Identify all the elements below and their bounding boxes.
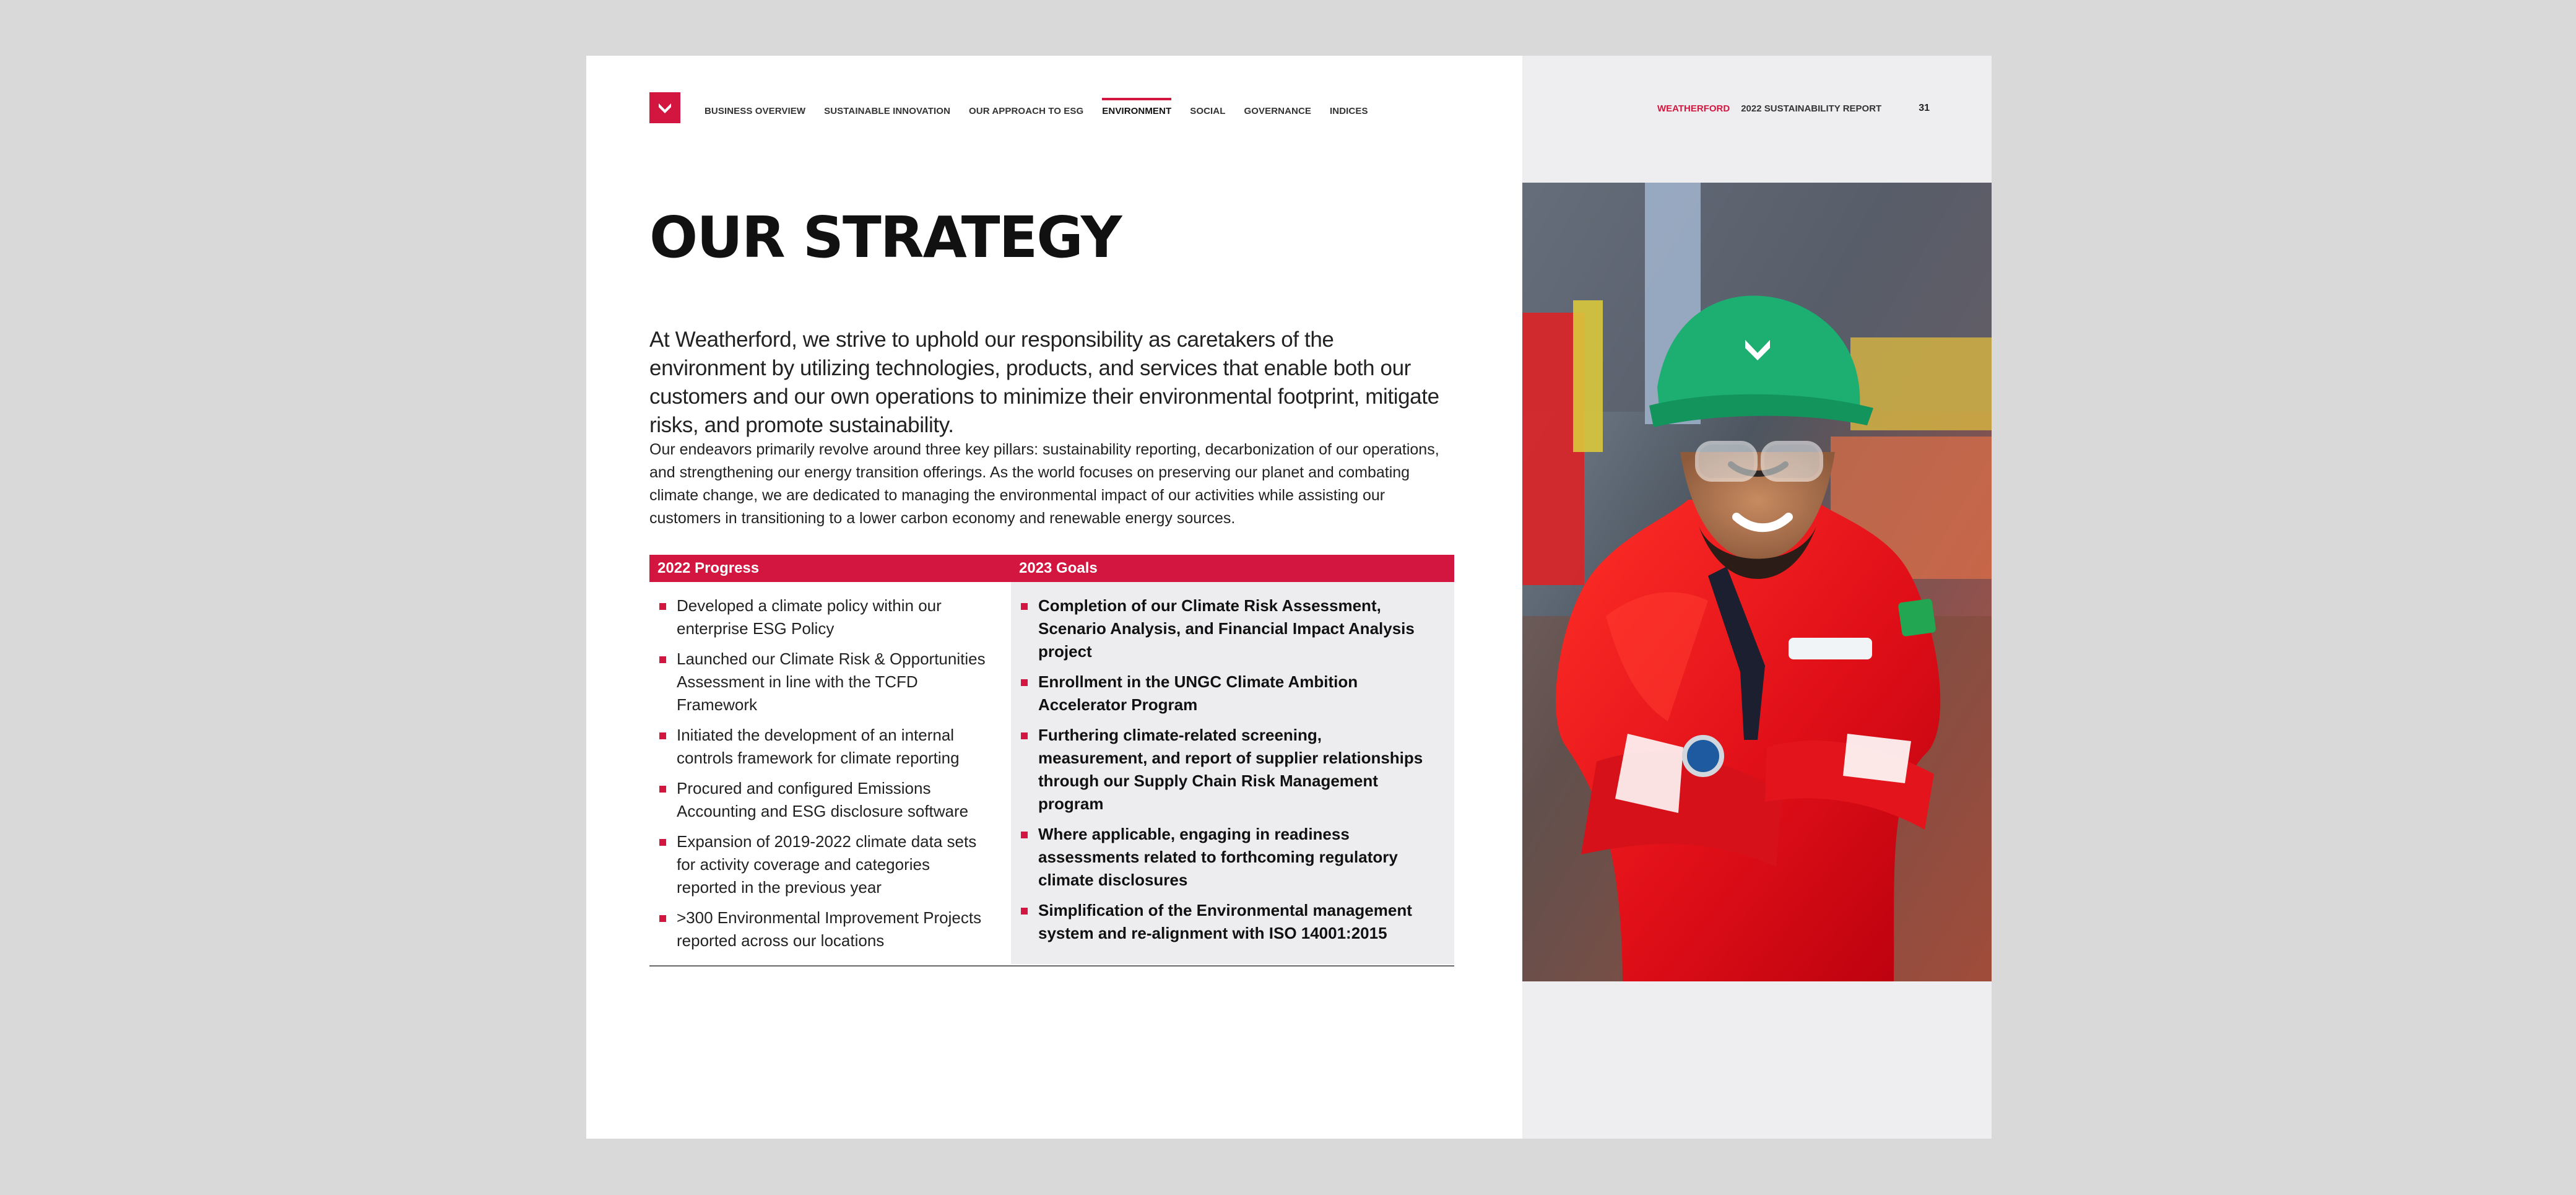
page-number: 31 (1919, 103, 1930, 113)
top-navigation (705, 94, 1368, 128)
progress-list-item (659, 777, 987, 823)
nav-indices[interactable]: INDICES (1330, 106, 1368, 116)
intro-paragraph: At Weatherford, we strive to uphold our responsibility as caretakers of the environment by utilizing technologies, products, and services that enable both our customers and our own operations to minimize their environmental footprint, mitigate risks, and promote sustainability. (649, 328, 1439, 437)
goals-list-item (1021, 899, 1423, 945)
progress-item-text: Launched our Climate Risk & Opportunities Assessment in line with the TCFD Framework (677, 650, 986, 714)
report-title: 2022 SUSTAINABILITY REPORT (1741, 103, 1882, 114)
bullet-icon (659, 915, 666, 922)
bullet-icon (659, 732, 666, 739)
goals-list-item (1021, 671, 1423, 716)
bullet-icon (1021, 908, 1028, 915)
goal-item-text: Completion of our Climate Risk Assessment, Scenario Analysis, and Financial Impact Analysis project (1038, 596, 1415, 661)
report-header (1657, 103, 1930, 114)
goal-item-text: Simplification of the Environmental management system and re-alignment with ISO 14001:2015 (1038, 901, 1412, 942)
worker-image (1522, 183, 1992, 981)
page-title: OUR STRATEGY (649, 204, 1121, 271)
progress-list-item (659, 906, 987, 952)
bullet-icon (659, 786, 666, 793)
bullet-icon (1021, 832, 1028, 838)
report-page (586, 56, 1992, 1139)
bullet-icon (659, 839, 666, 846)
goal-item-text: Enrollment in the UNGC Climate Ambition Accelerator Program (1038, 672, 1358, 714)
worker-photo (1522, 183, 1992, 981)
goal-item-text: Where applicable, engaging in readiness assessments related to forthcoming regulatory climate disclosures (1038, 825, 1398, 889)
nav-business-overview[interactable]: BUSINESS OVERVIEW (705, 106, 806, 116)
goal-item-text: Furthering climate-related screening, measurement, and report of supplier relationships through our Supply Chain Risk Management program (1038, 726, 1423, 813)
bullet-icon (659, 656, 666, 663)
table-header (649, 555, 1454, 582)
progress-list (659, 594, 987, 960)
goals-list (1021, 594, 1423, 952)
left-content-panel (586, 56, 1522, 1139)
progress-item-text: Procured and configured Emissions Accounting and ESG disclosure software (677, 779, 969, 820)
reflective-stripe-right (1843, 734, 1911, 783)
goals-column-header: 2023 Goals (1019, 560, 1098, 576)
bullet-icon (1021, 603, 1028, 610)
weatherford-logo-icon[interactable] (649, 92, 680, 123)
brand-name: WEATHERFORD (1657, 103, 1730, 114)
goals-list-item (1021, 724, 1423, 815)
safety-glasses-right (1763, 443, 1821, 480)
bullet-icon (659, 603, 666, 610)
body-paragraph: Our endeavors primarily revolve around three key pillars: sustainability reporting, decarbonization of our operations, and strengthening our energy transition offerings. As the world focuses on preserving our planet and combating climate change, we are dedicated to managing the environmental impact of our activities while assisting our customers in transitioning to a lower carbon economy and renewable energy sources. (649, 441, 1439, 527)
progress-item-text: Expansion of 2019-2022 climate data sets for activity coverage and categories reported in the previous year (677, 832, 977, 897)
progress-list-item (659, 648, 987, 716)
nav-environment[interactable]: ENVIRONMENT (1102, 94, 1171, 128)
nav-social[interactable]: SOCIAL (1190, 106, 1226, 116)
progress-list-item (659, 724, 987, 770)
bullet-icon (1021, 732, 1028, 739)
name-patch (1789, 638, 1872, 659)
progress-item-text: >300 Environmental Improvement Projects reported across our locations (677, 908, 982, 950)
yellow-equipment-left (1573, 300, 1603, 452)
progress-goals-table (649, 555, 1454, 967)
yellow-structure-right (1850, 337, 1992, 430)
goals-list-item (1021, 594, 1423, 663)
goals-list-item (1021, 823, 1423, 892)
flag-patch (1898, 598, 1936, 637)
nav-sustainable-innovation[interactable]: SUSTAINABLE INNOVATION (824, 106, 951, 116)
nav-our-approach-to-esg[interactable]: OUR APPROACH TO ESG (969, 106, 1084, 116)
bullet-icon (1021, 679, 1028, 686)
progress-item-text: Developed a climate policy within our enterprise ESG Policy (677, 596, 942, 638)
watch (1685, 737, 1722, 775)
logo-mark-icon (656, 98, 674, 117)
progress-list-item (659, 594, 987, 640)
progress-list-item (659, 830, 987, 899)
safety-glasses-left (1697, 443, 1756, 480)
nav-governance[interactable]: GOVERNANCE (1244, 106, 1312, 116)
progress-item-text: Initiated the development of an internal controls framework for climate reporting (677, 726, 960, 767)
progress-column-header: 2022 Progress (657, 560, 760, 576)
